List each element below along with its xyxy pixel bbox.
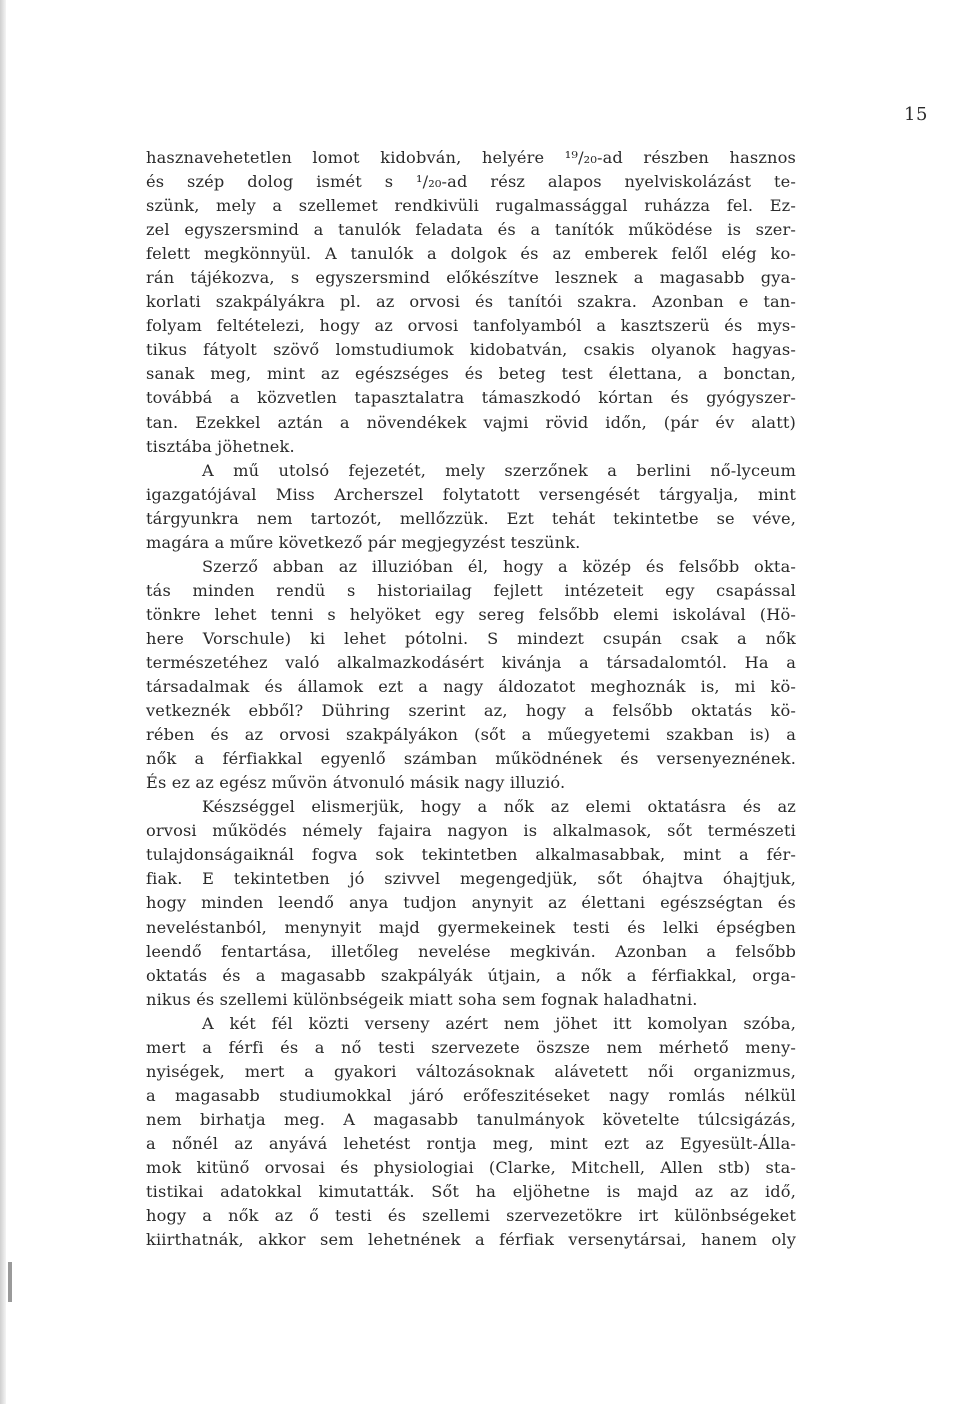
text-line: tikus fátyolt szövő lomstudiumok kidobatván, csakis olyanok hagyas- <box>146 340 796 360</box>
text-line: fiak. E tekintetben jó szivvel megengedjük, sőt óhajtva óhajtjuk, <box>146 869 796 889</box>
text-line: a magasabb studiumokkal járó erőfeszitéseket nagy romlás nélkül <box>146 1085 796 1105</box>
text-line: Szerző abban az illuzióban él, hogy a közép és felsőbb okta- <box>202 556 796 576</box>
text-line: sanak meg, mint az egészséges és beteg test élettana, a bonctan, <box>146 364 796 384</box>
text-line: tás minden rendü s historiailag fejlett intézeteit egy csapással <box>146 580 796 600</box>
text-line: tárgyunkra nem tartozót, mellőzzük. Ezt tehát tekintetbe se véve, <box>146 508 796 528</box>
text-line: hogy minden leendő anya tudjon anynyit az élettani egészségtan és <box>146 893 796 913</box>
text-line: nők a férfiakkal egyenlő számban működnének és versenyeznének. <box>146 749 796 769</box>
text-line: tisztába jöhetnek. <box>146 436 295 456</box>
text-line: A két fél közti verseny azért nem jöhet itt komolyan szóba, <box>202 1013 796 1033</box>
text-line: rán tájékozva, s egyszersmind előkészítve lesznek a magasabb gya- <box>146 268 796 288</box>
text-line: és szép dolog ismét s ¹/₂₀-ad rész alapos nyelviskolázást te- <box>146 172 796 192</box>
text-line: neveléstanból, menynyit majd gyermekeinek testi és lelki épségben <box>146 917 796 937</box>
text-line: felett megkönnyül. A tanulók a dolgok és az emberek felől elég ko- <box>146 244 796 264</box>
text-line: tan. Ezekkel aztán a növendékek vajmi rövid időn, (pár év alatt) <box>146 412 796 432</box>
text-line: És ez az egész művön átvonuló másik nagy illuzió. <box>146 773 566 793</box>
text-line: hasznavehetetlen lomot kidobván, helyére ¹⁹/₂₀-ad részben hasznos <box>146 148 796 167</box>
page-number: 15 <box>904 104 928 125</box>
edge-stain <box>8 1262 12 1302</box>
text-line: nyiségek, mert a gyakori változásoknak alávetett női organizmus, <box>146 1061 796 1081</box>
text-line: magára a műre következő pár megjegyzést teszünk. <box>146 532 581 552</box>
text-line: nem birhatja meg. A magasabb tanulmányok követelte túlcsigázás, <box>146 1109 796 1129</box>
text-line: zel egyszersmind a tanulók feladata és a tanítók működése is szer- <box>146 220 796 240</box>
text-line: korlati szakpályákra pl. az orvosi és tanítói szakra. Azonban e tan- <box>146 292 796 312</box>
page-left-edge <box>0 0 6 1404</box>
text-line: orvosi működés némely fajaira nagyon is alkalmasok, sőt természeti <box>146 821 796 841</box>
body-text <box>146 146 796 1276</box>
text-line: A mű utolsó fejezetét, mely szerzőnek a berlini nő-lyceum <box>202 460 796 480</box>
text-line: Készséggel elismerjük, hogy a nők az elemi oktatásra és az <box>202 797 796 817</box>
text-line: folyam feltételezi, hogy az orvosi tanfolyamból a kasztszerü és mys- <box>146 316 796 336</box>
text-line: tulajdonságaiknál fogva sok tekintetben alkalmasabbak, mint a fér- <box>146 845 796 865</box>
text-line: szünk, mely a szellemet rendkivüli rugalmassággal ruházza fel. Ez- <box>146 196 796 216</box>
text-line: mert a férfi és a nő testi szervezete öszsze nem mérhető meny- <box>146 1037 796 1057</box>
text-line: here Vorschule) ki lehet pótolni. S mindezt csupán csak a nők <box>146 628 796 648</box>
text-line: nikus és szellemi különbségeik miatt soha sem fognak haladhatni. <box>146 989 698 1009</box>
text-line: vetkeznék ebből? Dühring szerint az, hogy a felsőbb oktatás kö- <box>146 701 796 721</box>
text-line: mok kitünő orvosai és physiologiai (Clarke, Mitchell, Allen stb) sta- <box>146 1157 796 1177</box>
text-line: tistikai adatokkal kimutatták. Sőt ha eljöhetne is majd az az idő, <box>146 1182 796 1202</box>
text-line: oktatás és a magasabb szakpályák útjain, a nők a férfiakkal, orga- <box>146 965 796 985</box>
text-line: leendő fentartása, illetőleg nevelése megkiván. Azonban a felsőbb <box>146 941 796 961</box>
text-line: továbbá a közvetlen tapasztalatra támaszkodó kórtan és gyógyszer- <box>146 388 796 408</box>
text-line: tönkre lehet tenni s helyöket egy sereg felsőbb elemi iskolával (Hö- <box>146 604 796 624</box>
text-line: a nőnél az anyává lehetést rontja meg, mint ezt az Egyesült-Álla- <box>146 1133 796 1153</box>
text-line: igazgatójával Miss Archerszel folytatott versengését tárgyalja, mint <box>146 484 796 504</box>
text-line: hogy a nők az ő testi és szellemi szervezetökre irt különbségeket <box>146 1206 796 1226</box>
text-line: társadalmak és államok ezt a nagy áldozatot meghoznák is, mi kö- <box>146 677 796 697</box>
text-line: kiirthatnák, akkor sem lehetnének a férfiak versenytársai, hanem oly <box>146 1230 796 1250</box>
text-line <box>146 1252 796 1276</box>
text-line: természetéhez való alkalmazkodásért kivánja a társadalomtól. Ha a <box>146 652 796 672</box>
text-line: rében és az orvosi szakpályákon (sőt a műegyetemi szakban is) a <box>146 725 796 745</box>
